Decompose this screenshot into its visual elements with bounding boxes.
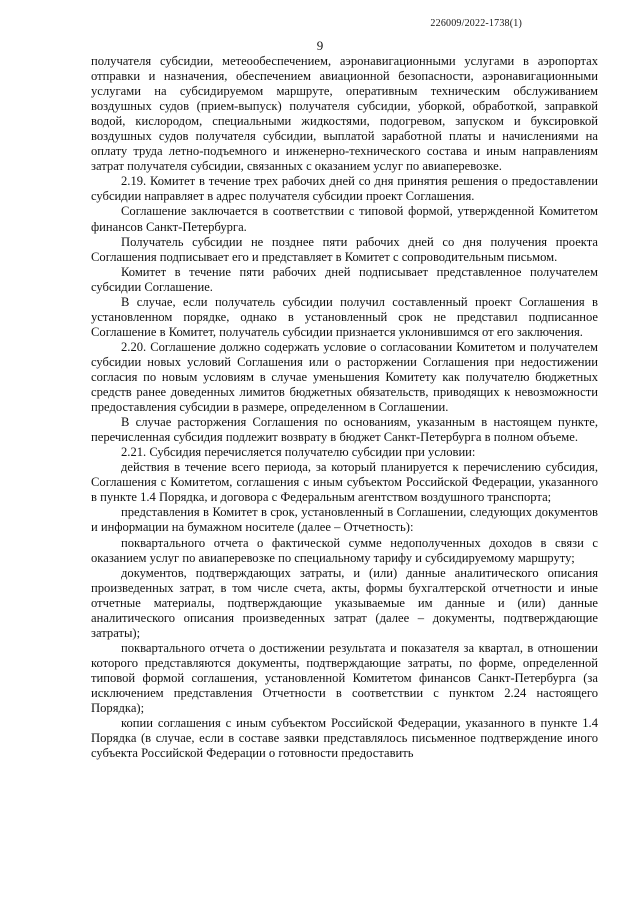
paragraph: копии соглашения с иным субъектом Российской Федерации, указанного в пункте 1.4 Порядка (в случае, если в составе заявки представлялось письменное подтверждение иного субъекта Российской Федерации о готовности предоставить (91, 716, 598, 761)
paragraph: Получатель субсидии не позднее пяти рабочих дней со дня получения проекта Соглашения подписывает его и представляет в Комитет с сопроводительным письмом. (91, 234, 598, 264)
paragraph: 2.21. Субсидия перечисляется получателю субсидии при условии: (121, 445, 476, 460)
page-number: 9 (316, 38, 324, 53)
paragraph: В случае расторжения Соглашения по основаниям, указанным в настоящем пункте, перечисленная субсидия подлежит возврату в бюджет Санкт-Петербурга в полном объеме. (91, 415, 598, 445)
paragraph: Комитет в течение пяти рабочих дней подписывает представленное получателем субсидии Соглашение. (91, 264, 598, 294)
paragraph: В случае, если получатель субсидии получил составленный проект Соглашения в установленном порядке, однако в установленный срок не представил подписанное Соглашение в Комитет, получатель субсидии признается уклонившимся от его заключения. (91, 294, 598, 339)
paragraph: получателя субсидии, метеообеспечением, аэронавигационными услугами в аэропортах отправки и назначения, обеспечением авиационной безопасности, аэронавигационными услугами на субсидируемом маршруте, оперативным техническим обслуживанием воздушных судов (прием-выпуск) получателя субсидии, уборкой, обработкой, заправкой водой, кислородом, специальными жидкостями, подогревом, запуском и буксировкой воздушных судов получателя субсидии, выплатой заработной платы и начислениями на оплату труда летно-подъемного и инженерно-технического состава и иным направлениям затрат получателя субсидии, связанных с оказанием услуг по авиаперевозке. (91, 54, 598, 174)
paragraph: 2.19. Комитет в течение трех рабочих дней со дня принятия решения о предоставлении субсидии направляет в адрес получателя субсидии проект Соглашения. (91, 174, 598, 204)
paragraph: действия в течение всего периода, за который планируется к перечислению субсидия, Соглашения с Комитетом, соглашения с иным субъектом Российской Федерации, указанного в пункте 1.4 Порядка, и договора с Федеральным агентством воздушного транспорта; (91, 460, 598, 505)
paragraph: поквартального отчета о фактической сумме недополученных доходов в связи с оказанием услуг по авиаперевозке по специальному тарифу и субсидируемому маршруту; (91, 535, 598, 565)
paragraph: представления в Комитет в срок, установленный в Соглашении, следующих документов и информации на бумажном носителе (далее – Отчетность): (91, 505, 598, 535)
document-body (91, 54, 598, 761)
document-registration-number: 226009/2022-1738(1) (430, 18, 522, 29)
paragraph: 2.20. Соглашение должно содержать условие о согласовании Комитетом и получателем субсидии новых условий Соглашения или о расторжении Соглашения при недостижении согласия по новым условиям в случае уменьшения Комитету как получателю бюджетных средств ранее доведенных лимитов бюджетных обязательств, приводящих к невозможности предоставления субсидии в размере, определенном в Соглашении. (91, 339, 598, 415)
paragraph: Соглашение заключается в соответствии с типовой формой, утвержденной Комитетом финансов Санкт-Петербурга. (91, 204, 598, 234)
paragraph: документов, подтверждающих затраты, и (или) данные аналитического описания произведенных затрат, в том числе счета, акты, формы бухгалтерской отчетности и иные отчетные материалы, подтверждающие указываемые им данные и (или) данные аналитического описания произведенных затрат (далее – документы, подтверждающие затраты); (91, 565, 598, 640)
paragraph: поквартального отчета о достижении результата и показателя за квартал, в отношении которого представляются документы, подтверждающие затраты, по форме, определенной типовой формой соглашения, установленной Комитетом финансов Санкт-Петербурга (за исключением представления Отчетности в соответствии с пунктом 2.24 настоящего Порядка); (91, 640, 598, 716)
